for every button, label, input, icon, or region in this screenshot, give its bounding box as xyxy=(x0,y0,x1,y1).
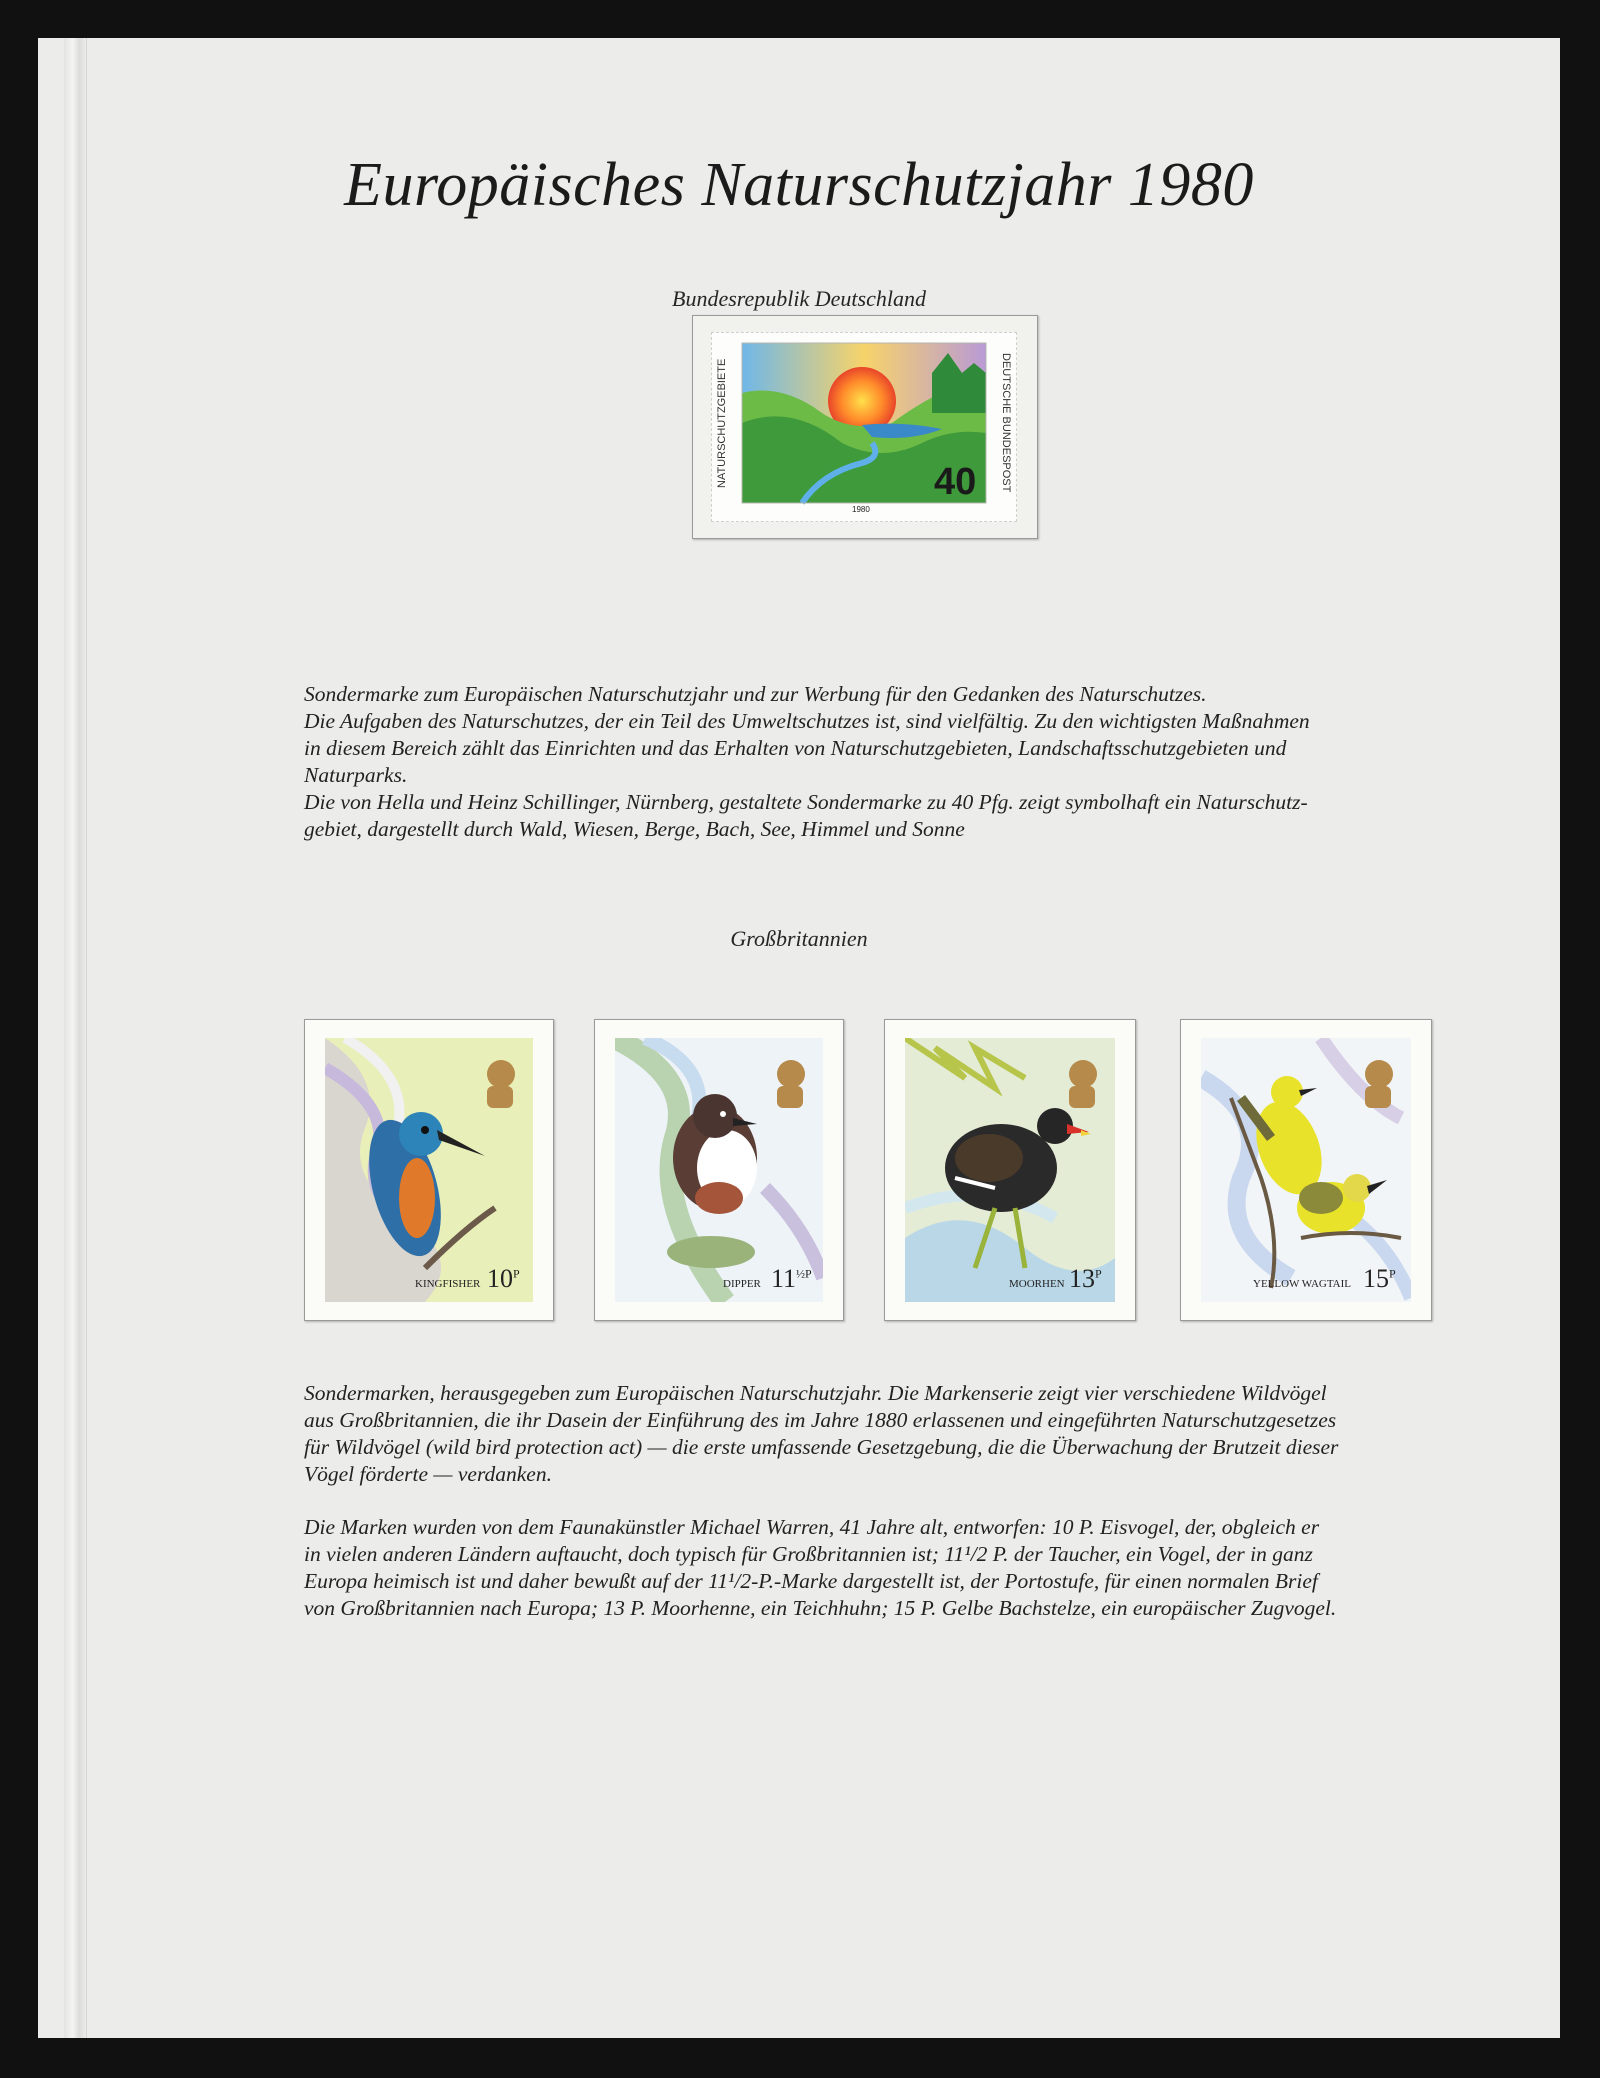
paragraph-line: Sondermarken, herausgegeben zum Europäischen Naturschutzjahr. Die Markenserie zeigt vier verschiedene Wildvögel xyxy=(304,1381,1327,1405)
paragraph-line: für Wildvögel (wild bird protection act) — die erste umfassende Gesetzgebung, die die Überwachung der Brutzeit dieser xyxy=(304,1435,1339,1459)
stamp-mount-germany xyxy=(692,315,1038,539)
paragraph-line: Vögel förderte — verdanken. xyxy=(304,1462,552,1486)
paragraph-line: aus Großbritannien, die ihr Dasein der Einführung des im Jahre 1880 erlassenen und eingeführten Naturschutzgesetzes xyxy=(304,1408,1337,1432)
stamp-kingfisher xyxy=(304,1019,554,1321)
stamp-name: DIPPER xyxy=(723,1278,761,1290)
paragraph-line: Die Marken wurden von dem Faunakünstler Michael Warren, 41 Jahre alt, entworfen: 10 P. Eisvogel, der, obgleich er xyxy=(304,1515,1320,1539)
stamp-value: $15^P$ xyxy=(1363,1264,1396,1293)
stamp-side-right: DEUTSCHE BUNDESPOST xyxy=(1000,353,1012,493)
section-heading-gb: Großbritannien xyxy=(730,926,868,951)
paragraph-gb-1 xyxy=(304,1380,1474,1488)
paragraph-line: Die von Hella und Heinz Schillinger, Nürnberg, gestaltete Sondermarke zu 40 Pfg. zeigt symbolhaft ein Naturschutz- xyxy=(304,790,1308,814)
stamp-value: $13^P$ xyxy=(1069,1264,1102,1293)
stamp-value: 40 xyxy=(934,461,977,503)
stamp-germany xyxy=(711,332,1017,522)
paragraph-line: in vielen anderen Ländern auftaucht, doch typisch für Großbritannien ist; 11¹/2 P. der Taucher, ein Vogel, der in ganz xyxy=(304,1542,1313,1566)
paragraph-gb-2 xyxy=(304,1514,1474,1622)
paragraph-line: Naturparks. xyxy=(304,763,408,787)
section-heading-germany: Bundesrepublik Deutschland xyxy=(672,286,926,311)
moorhen-illustration xyxy=(905,1038,1115,1302)
paragraph-line: von Großbritannien nach Europa; 13 P. Moorhenne, ein Teichhuhn; 15 P. Gelbe Bachstelze, ein europäischer Zugvogel. xyxy=(304,1596,1337,1620)
page-title: Europäisches Naturschutzjahr 1980 xyxy=(344,151,1254,219)
stamp-value: $11^{\frac{1}{2}P}$ xyxy=(771,1264,812,1293)
stamp-name: YELLOW WAGTAIL xyxy=(1253,1278,1351,1290)
stamp-side-left: NATURSCHUTZGEBIETE xyxy=(716,358,728,488)
stamp-value: $10^P$ xyxy=(487,1264,520,1293)
paragraph-line: Die Aufgaben des Naturschutzes, der ein Teil des Umweltschutzes ist, sind vielfältig. Zu den wichtigsten Maßnahmen xyxy=(304,709,1310,733)
kingfisher-illustration xyxy=(325,1038,533,1302)
stamp-year: 1980 xyxy=(852,505,870,514)
paragraph-line: Europa heimisch ist und daher bewußt auf der 11¹/2-P.-Marke dargestellt ist, der Portostufe, für einen normalen Brief xyxy=(304,1569,1318,1593)
paragraph-line: in diesem Bereich zählt das Einrichten und das Erhalten von Naturschutzgebieten, Landschaftsschutzgebieten und xyxy=(304,736,1287,760)
yellow-wagtail-illustration xyxy=(1201,1038,1411,1302)
stamp-name: MOORHEN xyxy=(1009,1278,1065,1290)
album-page xyxy=(38,38,1560,2038)
page-binding xyxy=(64,38,87,2038)
dipper-illustration xyxy=(615,1038,823,1302)
paragraph-germany xyxy=(304,681,1476,843)
stamp-dipper xyxy=(594,1019,844,1321)
stamp-moorhen xyxy=(884,1019,1136,1321)
paragraph-line: Sondermarke zum Europäischen Naturschutzjahr und zur Werbung für den Gedanken des Naturschutzes. xyxy=(304,682,1207,706)
stamp-yellow-wagtail xyxy=(1180,1019,1432,1321)
paragraph-line: gebiet, dargestellt durch Wald, Wiesen, Berge, Bach, See, Himmel und Sonne xyxy=(304,817,965,841)
stamp-name: KINGFISHER xyxy=(415,1278,481,1290)
